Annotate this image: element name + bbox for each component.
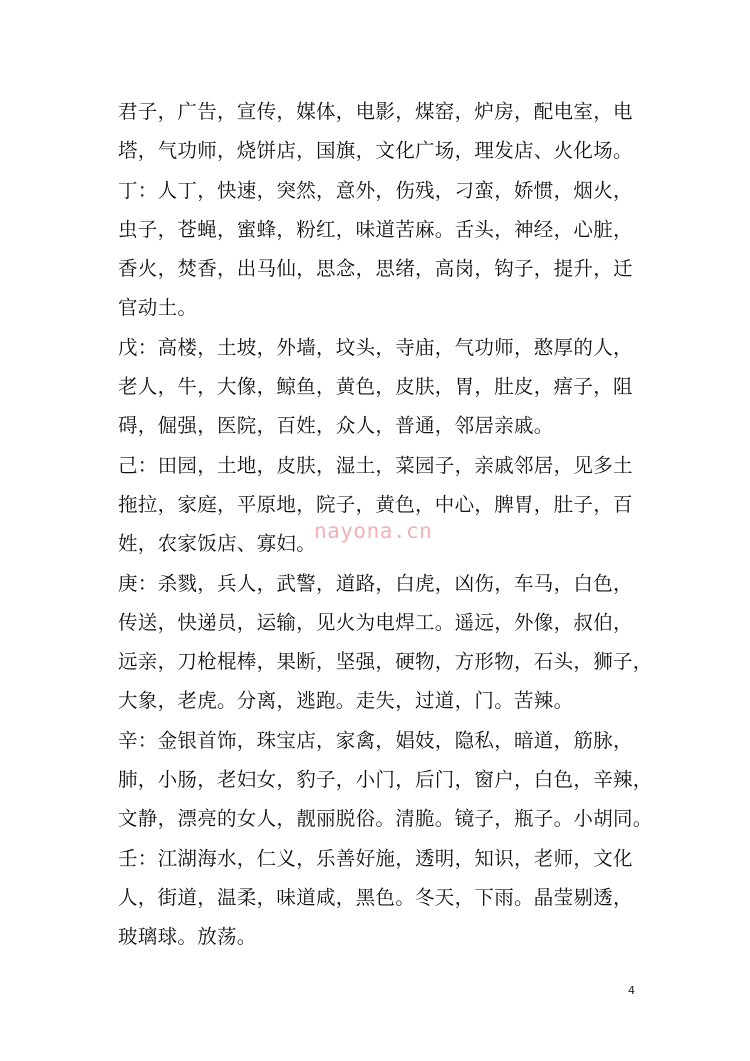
text-line: 壬：江湖海水，仁义，乐善好施，透明，知识，老师，文化: [118, 846, 633, 870]
text-line: 拖拉，家庭，平原地，院子，黄色，中心，脾胃，肚子，百: [118, 492, 633, 516]
text-line: 远亲，刀枪棍棒，果断，坚强，硬物，方形物，石头，狮子，: [118, 650, 653, 674]
text-line: 香火，焚香，出马仙，思念，思绪，高岗，钩子，提升，迁: [118, 257, 633, 281]
text-line: 君子，广告，宣传，媒体，电影，煤窑，炉房，配电室，电: [118, 100, 633, 123]
text-line: 丁：人丁，快速，突然，意外，伤残，刁蛮，娇惯，烟火，: [118, 178, 633, 202]
text-line: 塔，气功师，烧饼店，国旗，文化广场，理发店、火化场。: [118, 139, 633, 163]
text-line: 辛：金银首饰，珠宝店，家禽，娼妓，隐私，暗道，筋脉，: [118, 728, 633, 752]
text-line: 己：田园，土地，皮肤，湿土，菜园子，亲戚邻居，见多土: [118, 453, 633, 477]
text-line: 传送，快递员，运输，见火为电焊工。遥远，外像，叔伯，: [118, 610, 633, 634]
text-line: 虫子，苍蝇，蜜蜂，粉红，味道苦麻。舌头，神经，心脏，: [118, 217, 633, 241]
watermark: nayona.cn: [314, 519, 433, 543]
page-number: 4: [628, 984, 635, 997]
text-line: 老人，牛，大像，鲸鱼，黄色，皮肤，胃，肚皮，痦子，阻: [118, 375, 633, 399]
text-line: 人，街道，温柔，味道咸，黑色。冬天，下雨。晶莹剔透，: [118, 885, 633, 909]
text-line: 大象，老虎。分离，逃跑。走失，过道，门。苦辣。: [118, 689, 574, 713]
text-line: 官动土。: [118, 296, 198, 320]
text-line: 庚：杀戮，兵人，武警，道路，白虎，凶伤，车马，白色，: [118, 571, 633, 595]
text-line: 碍，倔强，医院，百姓，众人，普通，邻居亲戚。: [118, 414, 554, 438]
text-line: 戊：高楼，土坡，外墙，坟头，寺庙，气功师，憨厚的人，: [118, 335, 633, 359]
text-line: 肺，小肠，老妇女，豹子，小门，后门，窗户，白色，辛辣，: [118, 768, 653, 792]
text-line: 文静，漂亮的女人，靓丽脱俗。清脆。镜子，瓶子。小胡同。: [118, 807, 653, 831]
text-line: 姓，农家饭店、寡妇。: [118, 532, 317, 556]
text-line: 玻璃球。放荡。: [118, 925, 257, 949]
